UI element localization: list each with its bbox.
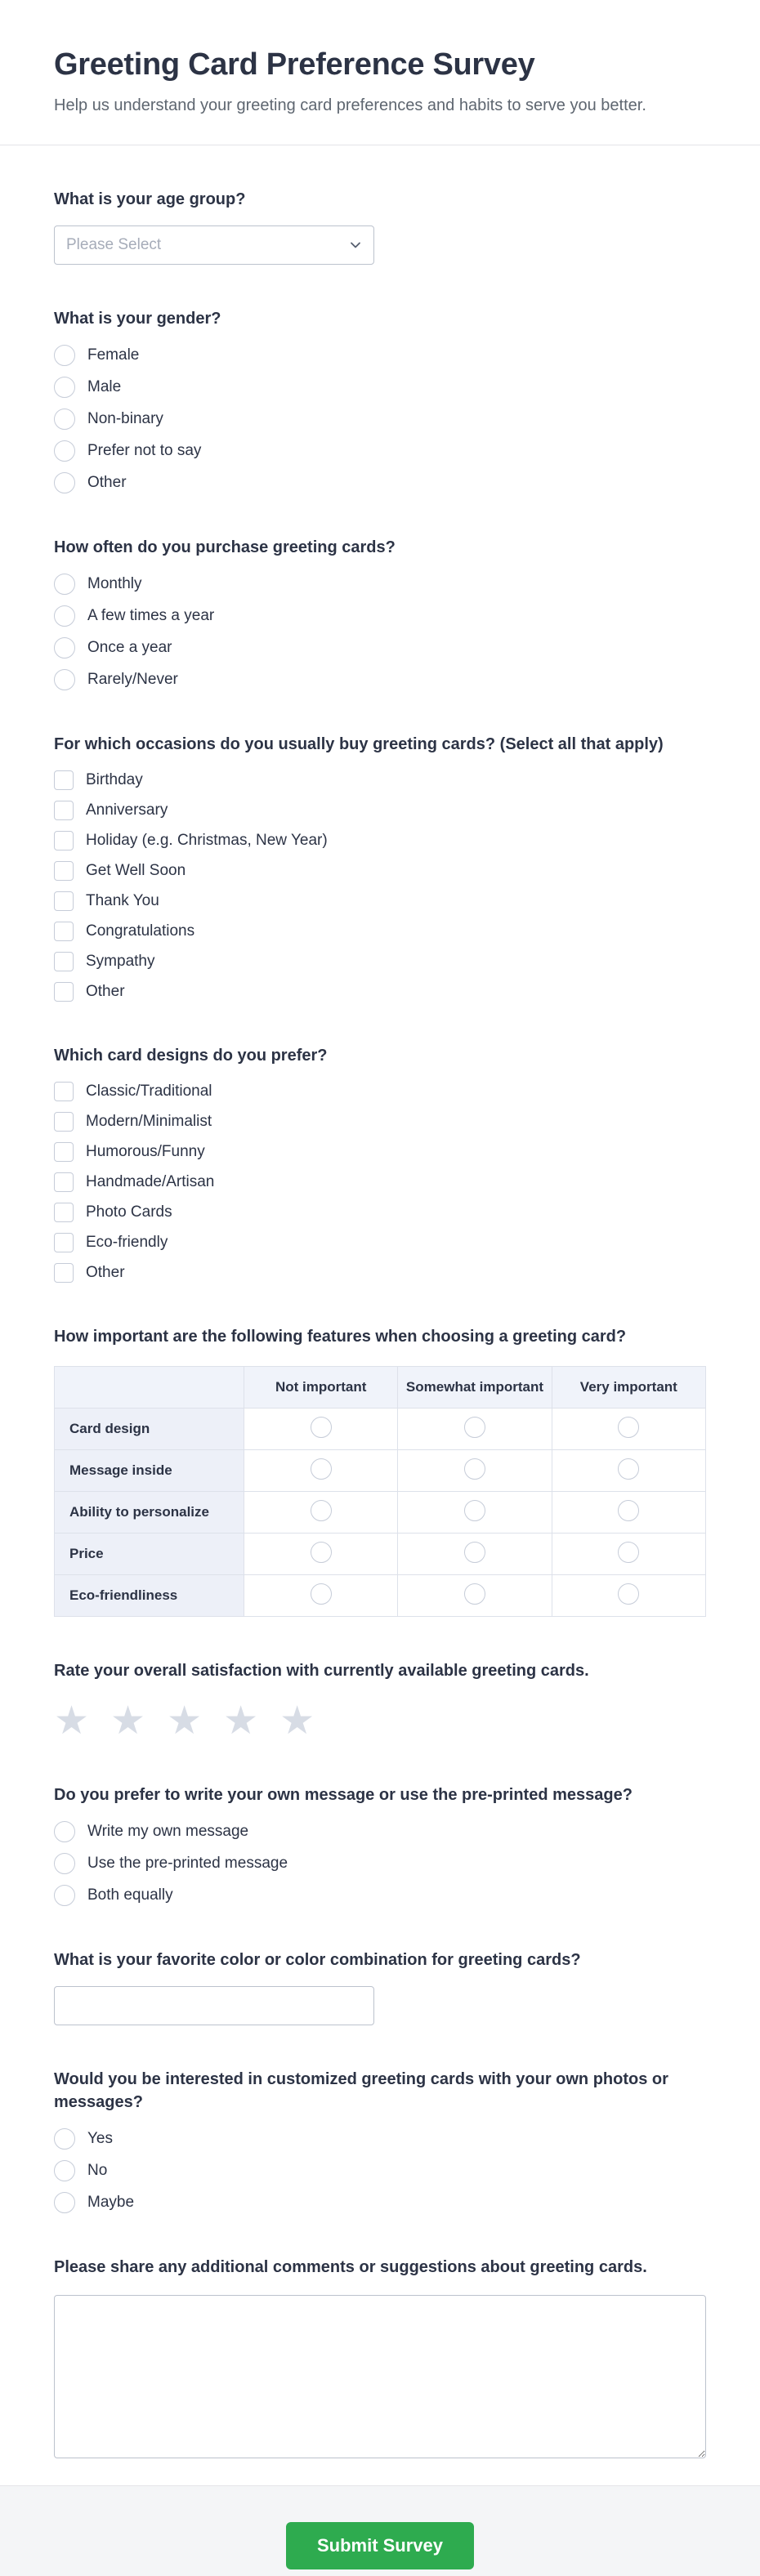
radio-option[interactable] — [54, 377, 706, 398]
checkbox-icon[interactable] — [54, 831, 74, 850]
option-label: Birthday — [86, 771, 143, 788]
matrix-cell[interactable] — [552, 1575, 705, 1617]
radio-icon[interactable] — [618, 1500, 639, 1521]
checkbox-option[interactable] — [54, 1082, 706, 1101]
matrix-cell[interactable] — [244, 1575, 398, 1617]
submit-button[interactable]: Submit Survey — [286, 2522, 474, 2569]
matrix-row-label: Message inside — [55, 1450, 244, 1492]
matrix-row — [55, 1534, 706, 1575]
matrix-col-header: Very important — [552, 1367, 705, 1409]
matrix-cell[interactable] — [552, 1409, 705, 1450]
checkbox-option[interactable] — [54, 770, 706, 790]
radio-option[interactable] — [54, 1885, 706, 1906]
option-label: Other — [87, 474, 127, 491]
radio-icon[interactable] — [54, 605, 75, 627]
option-label: Handmade/Artisan — [86, 1173, 215, 1190]
option-label: Get Well Soon — [86, 862, 186, 879]
question-favorite-color — [54, 1949, 706, 2025]
question-purchase-frequency — [54, 536, 706, 690]
star-icon[interactable]: ★ — [54, 1699, 90, 1743]
matrix-row — [55, 1450, 706, 1492]
radio-option[interactable] — [54, 669, 706, 690]
radio-icon[interactable] — [54, 2128, 75, 2150]
radio-icon[interactable] — [54, 637, 75, 659]
option-label: Classic/Traditional — [86, 1083, 212, 1100]
checkbox-icon[interactable] — [54, 770, 74, 790]
matrix-cell[interactable] — [244, 1450, 398, 1492]
radio-option[interactable] — [54, 345, 706, 366]
radio-icon[interactable] — [311, 1542, 332, 1563]
option-label: Other — [86, 983, 125, 1000]
checkbox-option[interactable] — [54, 891, 706, 911]
question-message-preference — [54, 1784, 706, 1906]
radio-option[interactable] — [54, 637, 706, 659]
radio-icon[interactable] — [54, 574, 75, 595]
radio-icon[interactable] — [618, 1542, 639, 1563]
radio-icon[interactable] — [464, 1500, 485, 1521]
checkbox-option[interactable] — [54, 1203, 706, 1222]
radio-option[interactable] — [54, 2160, 706, 2181]
checkbox-option[interactable] — [54, 1233, 706, 1252]
star-icon[interactable]: ★ — [279, 1699, 315, 1743]
matrix-col-header: Somewhat important — [398, 1367, 552, 1409]
question-label: Which card designs do you prefer? — [54, 1047, 328, 1065]
checkbox-option[interactable] — [54, 1172, 706, 1192]
option-label: Congratulations — [86, 922, 195, 940]
star-icon[interactable]: ★ — [167, 1699, 203, 1743]
radio-icon[interactable] — [54, 472, 75, 493]
question-label: How often do you purchase greeting cards? — [54, 538, 396, 556]
radio-icon[interactable] — [618, 1417, 639, 1438]
question-importance-matrix — [54, 1325, 706, 1617]
option-label: Monthly — [87, 575, 142, 592]
radio-option[interactable] — [54, 574, 706, 595]
checkbox-icon[interactable] — [54, 1233, 74, 1252]
matrix-cell[interactable] — [398, 1409, 552, 1450]
checkbox-option[interactable] — [54, 831, 706, 850]
matrix-cell[interactable] — [552, 1534, 705, 1575]
matrix-cell[interactable] — [398, 1534, 552, 1575]
radio-icon[interactable] — [311, 1583, 332, 1605]
option-label: Other — [86, 1264, 125, 1281]
option-label: Write my own message — [87, 1823, 249, 1840]
checkbox-icon[interactable] — [54, 891, 74, 911]
radio-option[interactable] — [54, 1853, 706, 1874]
checkbox-option[interactable] — [54, 1263, 706, 1283]
option-label: Male — [87, 378, 122, 395]
radio-icon[interactable] — [464, 1542, 485, 1563]
form-header — [0, 0, 760, 145]
matrix-cell[interactable] — [398, 1492, 552, 1534]
radio-icon[interactable] — [54, 669, 75, 690]
radio-option[interactable] — [54, 605, 706, 627]
checkbox-icon[interactable] — [54, 982, 74, 1002]
page-title: Greeting Card Preference Survey — [54, 47, 535, 82]
option-label: Use the pre-printed message — [87, 1855, 288, 1872]
question-label: Would you be interested in customized greeting cards with your own photos or messages? — [54, 2070, 668, 2111]
radio-icon[interactable] — [54, 440, 75, 462]
option-label: Thank You — [86, 892, 159, 909]
checkbox-icon[interactable] — [54, 1203, 74, 1222]
checkbox-option[interactable] — [54, 1112, 706, 1132]
radio-option[interactable] — [54, 408, 706, 430]
question-age-group — [54, 188, 706, 265]
question-label: What is your favorite color or color combination for greeting cards? — [54, 1951, 581, 1969]
question-label: Rate your overall satisfaction with currently available greeting cards. — [54, 1662, 589, 1680]
radio-icon[interactable] — [54, 1853, 75, 1874]
matrix-cell[interactable] — [244, 1534, 398, 1575]
checkbox-icon[interactable] — [54, 1082, 74, 1101]
question-label: What is your gender? — [54, 310, 221, 328]
matrix-cell[interactable] — [398, 1575, 552, 1617]
matrix-row-label: Eco-friendliness — [55, 1575, 244, 1617]
form-content — [0, 188, 760, 2462]
checkbox-icon[interactable] — [54, 1172, 74, 1192]
checkbox-option[interactable] — [54, 1142, 706, 1162]
radio-option[interactable] — [54, 2192, 706, 2213]
checkbox-icon[interactable] — [54, 1112, 74, 1132]
matrix-header-row — [55, 1367, 706, 1409]
radio-icon[interactable] — [54, 345, 75, 366]
option-label: Modern/Minimalist — [86, 1113, 212, 1130]
question-designs — [54, 1044, 706, 1283]
radio-icon[interactable] — [311, 1417, 332, 1438]
option-label: Once a year — [87, 639, 172, 656]
radio-icon[interactable] — [54, 408, 75, 430]
matrix-row — [55, 1492, 706, 1534]
question-label: Please share any additional comments or suggestions about greeting cards. — [54, 2258, 647, 2276]
question-comments — [54, 2256, 706, 2462]
radio-icon[interactable] — [54, 377, 75, 398]
page-subtitle: Help us understand your greeting card preferences and habits to serve you better. — [54, 96, 646, 114]
question-customized — [54, 2068, 706, 2213]
option-label: No — [87, 2162, 108, 2179]
option-label: Photo Cards — [86, 1203, 172, 1221]
option-label: A few times a year — [87, 607, 215, 624]
checkbox-icon[interactable] — [54, 952, 74, 971]
star-rating — [54, 1699, 706, 1743]
radio-option[interactable] — [54, 472, 706, 493]
question-satisfaction — [54, 1659, 706, 1741]
question-gender — [54, 307, 706, 493]
importance-matrix-table — [54, 1366, 706, 1617]
checkbox-option[interactable] — [54, 952, 706, 971]
matrix-cell[interactable] — [244, 1409, 398, 1450]
option-label: Yes — [87, 2130, 113, 2147]
radio-icon[interactable] — [464, 1417, 485, 1438]
checkbox-option[interactable] — [54, 861, 706, 881]
matrix-cell[interactable] — [552, 1450, 705, 1492]
option-label: Female — [87, 346, 140, 364]
radio-icon[interactable] — [54, 1821, 75, 1842]
star-icon[interactable]: ★ — [110, 1699, 146, 1743]
checkbox-option[interactable] — [54, 801, 706, 820]
checkbox-icon[interactable] — [54, 1263, 74, 1283]
option-label: Humorous/Funny — [86, 1143, 205, 1160]
radio-option[interactable] — [54, 1821, 706, 1842]
option-label: Anniversary — [86, 801, 168, 819]
radio-icon[interactable] — [54, 2160, 75, 2181]
matrix-row — [55, 1409, 706, 1450]
question-label: How important are the following features when choosing a greeting card? — [54, 1328, 627, 1346]
radio-icon[interactable] — [618, 1583, 639, 1605]
radio-icon[interactable] — [464, 1458, 485, 1480]
matrix-col-header: Not important — [244, 1367, 398, 1409]
option-label: Prefer not to say — [87, 442, 202, 459]
radio-icon[interactable] — [618, 1458, 639, 1480]
question-label: For which occasions do you usually buy greeting cards? (Select all that apply) — [54, 735, 664, 753]
question-occasions — [54, 733, 706, 1002]
radio-icon[interactable] — [464, 1583, 485, 1605]
radio-icon[interactable] — [311, 1458, 332, 1480]
favorite-color-input[interactable] — [54, 1986, 374, 2025]
option-label: Maybe — [87, 2194, 135, 2211]
option-label: Sympathy — [86, 953, 155, 970]
checkbox-option[interactable] — [54, 922, 706, 941]
option-label: Holiday (e.g. Christmas, New Year) — [86, 832, 328, 849]
radio-option[interactable] — [54, 2128, 706, 2150]
chevron-down-icon — [349, 239, 362, 252]
radio-icon[interactable] — [311, 1500, 332, 1521]
matrix-row-label: Card design — [55, 1409, 244, 1450]
matrix-row-label: Ability to personalize — [55, 1492, 244, 1534]
checkbox-icon[interactable] — [54, 922, 74, 941]
option-label: Non-binary — [87, 410, 163, 427]
matrix-row — [55, 1575, 706, 1617]
form-footer — [0, 2485, 760, 2576]
checkbox-icon[interactable] — [54, 801, 74, 820]
matrix-cell[interactable] — [552, 1492, 705, 1534]
matrix-cell[interactable] — [244, 1492, 398, 1534]
checkbox-option[interactable] — [54, 982, 706, 1002]
option-label: Eco-friendly — [86, 1234, 168, 1251]
checkbox-icon[interactable] — [54, 1142, 74, 1162]
option-label: Rarely/Never — [87, 671, 178, 688]
matrix-cell[interactable] — [398, 1450, 552, 1492]
question-label: Do you prefer to write your own message or use the pre-printed message? — [54, 1786, 633, 1804]
radio-icon[interactable] — [54, 1885, 75, 1906]
matrix-row-label: Price — [55, 1534, 244, 1575]
select-placeholder: Please Select — [66, 236, 162, 253]
radio-icon[interactable] — [54, 2192, 75, 2213]
question-label: What is your age group? — [54, 190, 246, 208]
radio-option[interactable] — [54, 440, 706, 462]
option-label: Both equally — [87, 1886, 173, 1904]
comments-textarea[interactable] — [54, 2295, 706, 2458]
star-icon[interactable]: ★ — [223, 1699, 259, 1743]
matrix-corner-cell — [55, 1367, 244, 1409]
checkbox-icon[interactable] — [54, 861, 74, 881]
age-group-select[interactable] — [54, 225, 374, 265]
